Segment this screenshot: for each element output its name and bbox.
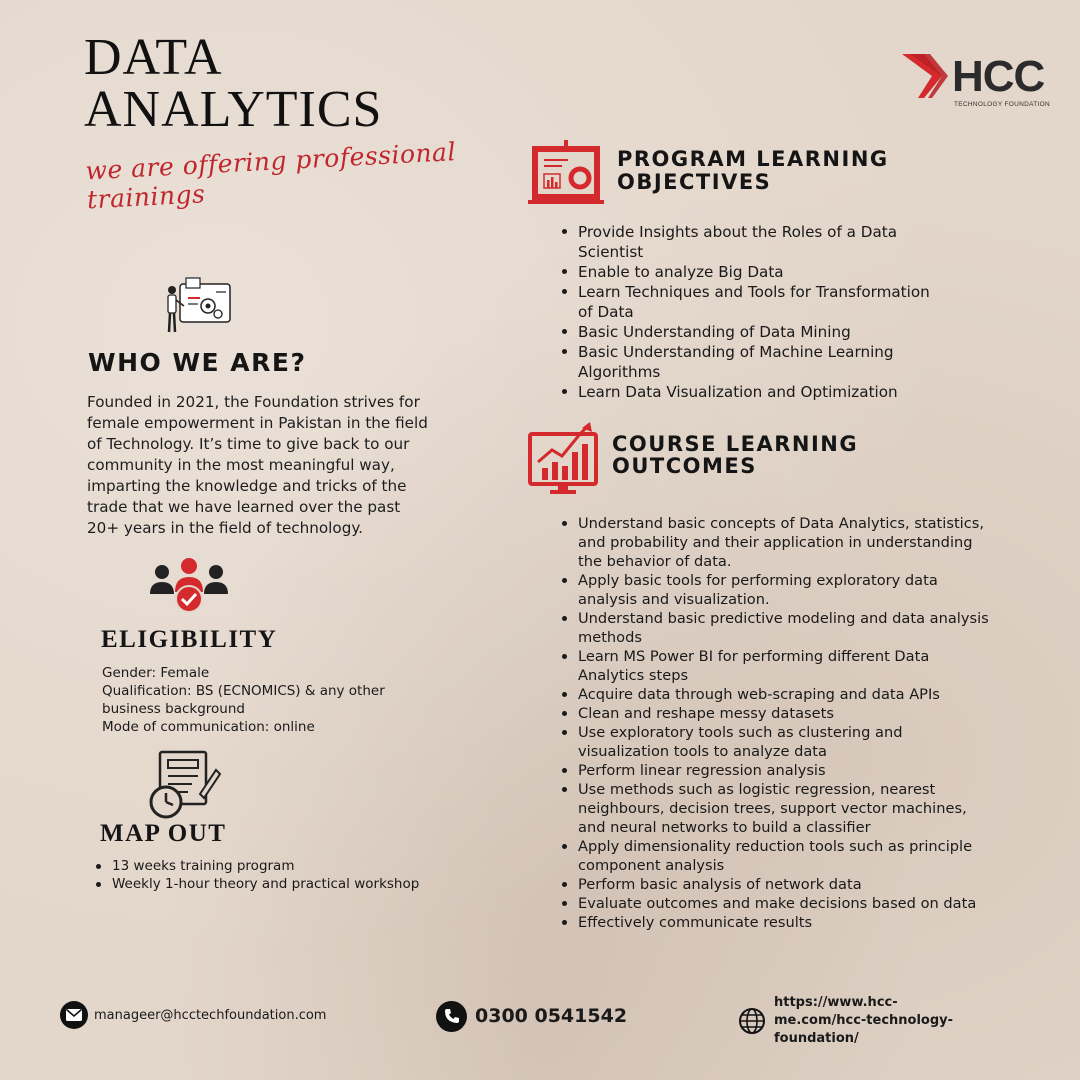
list-item: Use exploratory tools such as clustering and visualization tools to analyze data <box>560 723 990 761</box>
course-outcomes-list <box>560 514 990 932</box>
list-item: Understand basic concepts of Data Analytics, statistics, and probability and their application in understanding the behavior of data. <box>560 514 990 571</box>
logo-subtext: TECHNOLOGY FOUNDATION <box>954 101 1050 108</box>
list-item: Enable to analyze Big Data <box>560 262 940 282</box>
list-item: Basic Understanding of Data Mining <box>560 322 940 342</box>
list-item: Use methods such as logistic regression, nearest neighbours, decision trees, support vector machines, and neural networks to build a classifier <box>560 780 990 837</box>
hcc-logo <box>902 50 1052 112</box>
footer-phone[interactable] <box>436 1000 627 1032</box>
list-item: Provide Insights about the Roles of a Data Scientist <box>560 222 940 262</box>
email-address[interactable]: manageer@hcctechfoundation.com <box>94 1007 327 1023</box>
monitor-growth-chart-icon <box>528 422 600 496</box>
logo-text: HCC <box>952 52 1045 101</box>
list-item: Learn Techniques and Tools for Transformation of Data <box>560 282 940 322</box>
program-objectives-heading: PROGRAM LEARNING OBJECTIVES <box>617 147 889 194</box>
eligibility-details <box>102 664 422 736</box>
list-item: Apply dimensionality reduction tools such as principle component analysis <box>560 837 990 875</box>
list-item: Acquire data through web-scraping and data APIs <box>560 685 990 704</box>
website-url[interactable]: https://www.hcc-me.com/hcc-technology-foundation/ <box>774 995 954 1046</box>
map-out-list <box>94 857 454 893</box>
eligibility-mode: Mode of communication: online <box>102 719 315 735</box>
phone-number[interactable]: 0300 0541542 <box>475 1005 628 1027</box>
list-item: Weekly 1-hour theory and practical workshop <box>94 875 454 893</box>
footer-email[interactable] <box>60 1001 326 1029</box>
phone-icon <box>436 1001 467 1032</box>
list-item: Perform linear regression analysis <box>560 761 990 780</box>
tagline: we are offering professional trainings <box>84 137 457 215</box>
hcc-arrows-logo-icon <box>902 54 950 98</box>
globe-icon <box>738 1007 766 1035</box>
list-item: Learn Data Visualization and Optimization <box>560 382 940 402</box>
eligibility-heading: ELIGIBILITY <box>101 626 278 653</box>
person-with-dashboard-icon <box>158 276 236 338</box>
title-line-2: ANALYTICS <box>84 81 383 138</box>
list-item: Clean and reshape messy datasets <box>560 704 990 723</box>
who-we-are-body: Founded in 2021, the Foundation strives for female empowerment in Pakistan in the field of Technology. It’s time to give back to our community in the most meaningful way, imparting the knowledge and tricks of the trade that we have learned over the past 20+ years in the field of technology. <box>87 393 428 537</box>
who-we-are-heading: WHO WE ARE? <box>88 348 307 377</box>
document-clock-icon <box>148 750 222 820</box>
list-item: 13 weeks training program <box>94 857 454 875</box>
title-line-1: DATA <box>84 29 223 86</box>
eligibility-gender: Gender: Female <box>102 665 210 681</box>
list-item: Understand basic predictive modeling and data analysis methods <box>560 609 990 647</box>
program-objectives-list <box>560 222 940 402</box>
list-item: Basic Understanding of Machine Learning Algorithms <box>560 342 940 382</box>
list-item: Apply basic tools for performing exploratory data analysis and visualization. <box>560 571 990 609</box>
footer-website[interactable] <box>738 994 984 1048</box>
list-item: Perform basic analysis of network data <box>560 875 990 894</box>
page-title <box>84 29 444 138</box>
course-outcomes-heading: COURSE LEARNING OUTCOMES <box>612 432 859 478</box>
presentation-board-icon <box>528 140 604 208</box>
map-out-heading: MAP OUT <box>100 820 227 847</box>
envelope-icon <box>60 1001 88 1029</box>
group-check-icon <box>148 554 230 614</box>
list-item: Learn MS Power BI for performing different Data Analytics steps <box>560 647 990 685</box>
eligibility-qualification: Qualification: BS (ECNOMICS) & any other business background <box>102 683 385 717</box>
list-item: Evaluate outcomes and make decisions based on data <box>560 894 990 913</box>
list-item: Effectively communicate results <box>560 913 990 932</box>
